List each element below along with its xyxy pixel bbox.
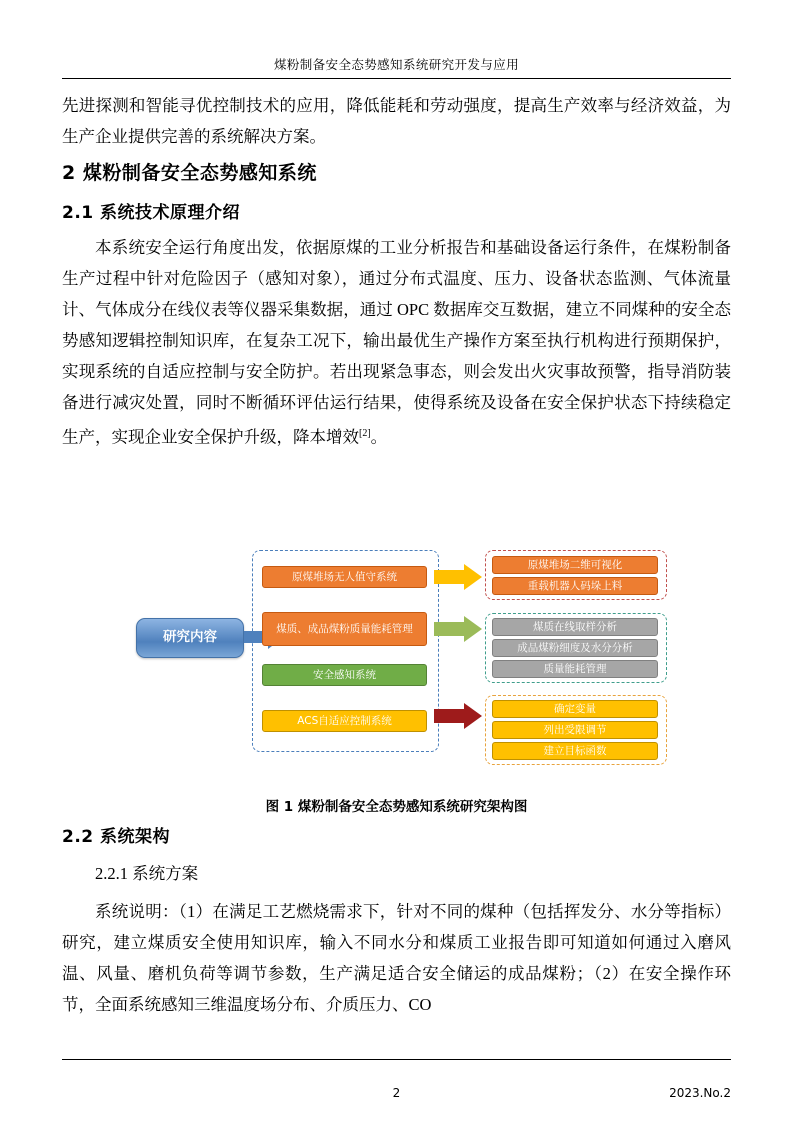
figure-node-root: 研究内容 — [136, 618, 244, 658]
paragraph-principle-tail: 。 — [370, 427, 388, 447]
figure-node-middle-0: 原煤堆场无人值守系统 — [262, 566, 427, 588]
paragraph-principle-text: 本系统安全运行角度出发，依据原煤的工业分析报告和基础设备运行条件，在煤粉制备生产过程中针对危险因子（感知对象），通过分布式温度、压力、设备状态监测、气体流量计、气体成分在线仪表等仪器采集数据，通过 OPC 数据库交互数据，建立不同煤种的安全态势感知逻辑控制知识库，在复杂工况下，输出最优生产操作方案至执行机构进行预期保护，实现系统的自适应控制与安全防护。若出现紧急事态，则会发出火灾事故预警，指导消防装备进行减灾处置，同时不断循环评估运行结果，使得系统及设备在安全保护状态下持续稳定生产，实现企业安全保护升级，降本增效 — [62, 238, 731, 447]
heading-section-2: 2 煤粉制备安全态势感知系统 — [62, 162, 317, 184]
running-header: 煤粉制备安全态势感知系统研究开发与应用 — [273, 57, 520, 72]
heading-section-2-2: 2.2 系统架构 — [62, 827, 171, 847]
header-divider — [62, 78, 731, 79]
paragraph-continued: 先进探测和智能寻优控制技术的应用，降低能耗和劳动强度，提高生产效率与经济效益，为生产企业提供完善的系统解决方案。 — [62, 96, 731, 146]
paragraph-scheme: 系统说明：（1）在满足工艺燃烧需求下，针对不同的煤种（包括挥发分、水分等指标）研究，建立煤质安全使用知识库，输入不同水分和煤质工业报告即可知道如何通过入磨风温、风量、磨机负荷等调节参数，生产满足适合安全储运的成品煤粉；（2）在安全操作环节，全面系统感知三维温度场分布、介质压力、CO — [62, 902, 731, 1014]
page-content — [62, 0, 731, 1122]
figure-arrow-yellow — [434, 564, 484, 590]
figure-arrow-green — [434, 616, 484, 642]
figure-node-green-2: 质量能耗管理 — [492, 660, 658, 678]
figure-node-red-0: 原煤堆场二维可视化 — [492, 556, 658, 574]
figure-node-middle-3: ACS自适应控制系统 — [262, 710, 427, 732]
heading-section-2-1: 2.1 系统技术原理介绍 — [62, 203, 241, 223]
footer-divider — [62, 1059, 731, 1060]
citation-ref: [2] — [359, 428, 371, 439]
paragraph-principle — [62, 232, 731, 453]
figure-caption: 图 1 煤粉制备安全态势感知系统研究架构图 — [265, 799, 528, 815]
figure-node-green-1: 成品煤粉细度及水分分析 — [492, 639, 658, 657]
figure-architecture — [62, 540, 731, 790]
figure-arrow-darkred — [434, 703, 484, 729]
footer-issue: 2023.No.2 — [669, 1086, 731, 1100]
figure-node-orange-0: 确定变量 — [492, 700, 658, 718]
figure-node-orange-2: 建立目标函数 — [492, 742, 658, 760]
figure-node-green-0: 煤质在线取样分析 — [492, 618, 658, 636]
footer-page-number: 2 — [392, 1086, 401, 1100]
figure-node-orange-1: 列出受限调节 — [492, 721, 658, 739]
figure-node-middle-2: 安全感知系统 — [262, 664, 427, 686]
heading-section-2-2-1: 2.2.1 系统方案 — [95, 864, 199, 883]
figure-node-red-1: 重载机器人码垛上料 — [492, 577, 658, 595]
figure-node-middle-1: 煤质、成品煤粉质量能耗管理 — [262, 612, 427, 646]
